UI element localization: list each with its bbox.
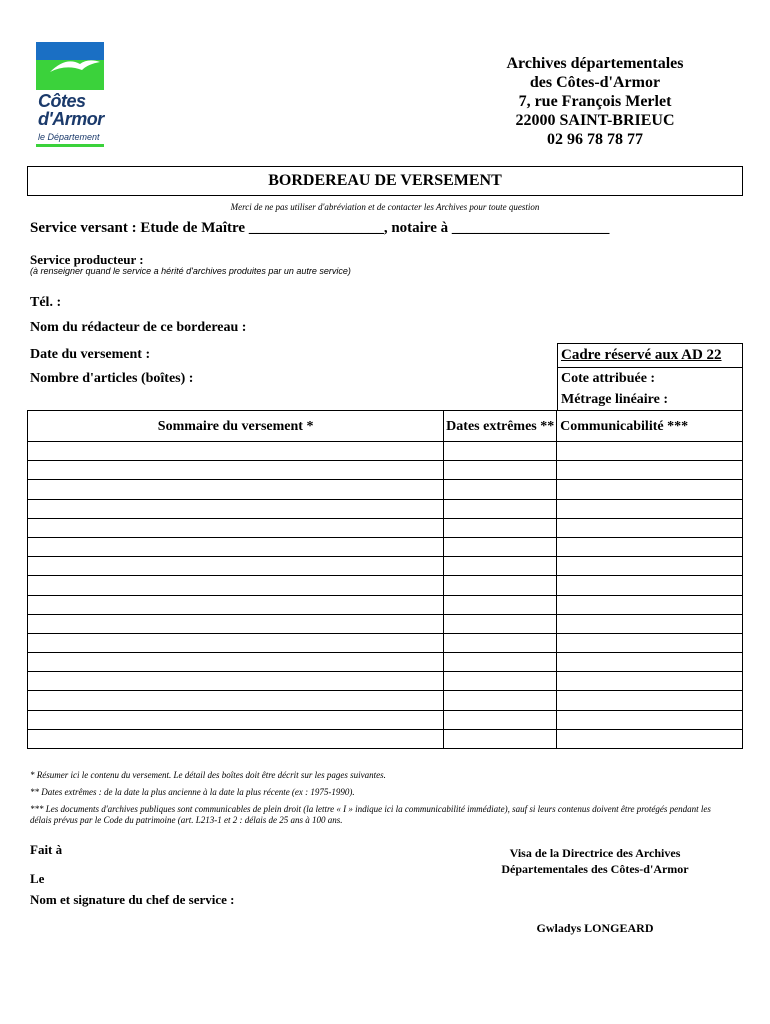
address-line3: 7, rue François Merlet — [518, 93, 672, 110]
form-note: Merci de ne pas utiliser d'abréviation et de contacter les Archives pour toute question — [230, 202, 540, 212]
sommaire-cell[interactable] — [28, 710, 444, 729]
communicabilite-cell[interactable] — [557, 653, 743, 672]
table-body — [28, 442, 743, 749]
archives-address — [470, 54, 720, 149]
column-header-sommaire: Sommaire du versement * — [28, 411, 444, 442]
date-le-field[interactable]: Le — [30, 871, 45, 886]
dates-cell[interactable] — [444, 729, 557, 748]
sommaire-cell[interactable] — [28, 672, 444, 691]
communicabilite-cell[interactable] — [557, 518, 743, 537]
table-row — [28, 480, 743, 499]
dates-cell[interactable] — [444, 499, 557, 518]
table-row — [28, 557, 743, 576]
communicabilite-cell[interactable] — [557, 729, 743, 748]
dates-cell[interactable] — [444, 691, 557, 710]
table-row — [28, 729, 743, 748]
dates-cell[interactable] — [444, 614, 557, 633]
table-header-row — [28, 411, 743, 442]
table-row — [28, 518, 743, 537]
logo-bird-icon — [36, 42, 104, 90]
communicabilite-cell[interactable] — [557, 480, 743, 499]
versement-table — [27, 410, 743, 749]
signataire-name: Gwladys LONGEARD — [536, 921, 654, 935]
address-line1: Archives départementales — [506, 55, 684, 72]
service-producteur-hint: (à renseigner quand le service a hérité d'archives produites par un autre service) — [30, 266, 351, 276]
visa-line1: Visa de la Directrice des Archives — [509, 846, 681, 860]
nb-articles-field[interactable]: Nombre d'articles (boîtes) : — [30, 371, 194, 386]
table-row — [28, 653, 743, 672]
dates-cell[interactable] — [444, 518, 557, 537]
communicabilite-cell[interactable] — [557, 614, 743, 633]
logo-underline — [36, 144, 104, 147]
sommaire-cell[interactable] — [28, 633, 444, 652]
metrage-lineaire-field[interactable]: Métrage linéaire : — [557, 390, 743, 410]
dates-cell[interactable] — [444, 710, 557, 729]
footnote-3: *** Les documents d'archives publiques sont communicables de plein droit (la lettre « I » indique ici la communicabilité immédiate), sauf si leurs contenus doivent être protégés pendant les délais prévus par le Code du patrimoine (art. L213-1 et 2 : délais de 25 ans à 100 ans. — [30, 804, 711, 825]
logo-cotes-d-armor — [36, 42, 106, 150]
dates-cell[interactable] — [444, 480, 557, 499]
sommaire-cell[interactable] — [28, 537, 444, 556]
sommaire-cell[interactable] — [28, 614, 444, 633]
table-row — [28, 576, 743, 595]
fait-a-field[interactable]: Fait à — [30, 842, 63, 857]
sommaire-cell[interactable] — [28, 461, 444, 480]
sommaire-cell[interactable] — [28, 518, 444, 537]
chef-service-signature-field[interactable]: Nom et signature du chef de service : — [30, 892, 235, 907]
logo-name — [38, 92, 104, 128]
footnote-1: * Résumer ici le contenu du versement. Le détail des boîtes doit être décrit sur les pages suivantes. — [30, 770, 386, 780]
table-row — [28, 710, 743, 729]
table-row — [28, 595, 743, 614]
cote-attribuee-field[interactable]: Cote attribuée : — [557, 367, 743, 390]
communicabilite-cell[interactable] — [557, 499, 743, 518]
sommaire-cell[interactable] — [28, 442, 444, 461]
communicabilite-cell[interactable] — [557, 461, 743, 480]
communicabilite-cell[interactable] — [557, 557, 743, 576]
cadre-reserve-heading: Cadre réservé aux AD 22 — [557, 343, 743, 367]
dates-cell[interactable] — [444, 557, 557, 576]
dates-cell[interactable] — [444, 442, 557, 461]
communicabilite-cell[interactable] — [557, 633, 743, 652]
sommaire-cell[interactable] — [28, 691, 444, 710]
table-row — [28, 499, 743, 518]
table-row — [28, 633, 743, 652]
logo-name-line1: Côtes — [38, 91, 86, 111]
address-line4: 22000 SAINT-BRIEUC — [515, 112, 675, 129]
communicabilite-cell[interactable] — [557, 672, 743, 691]
footnote-2: ** Dates extrêmes : de la date la plus ancienne à la date la plus récente (ex : 1975-1990). — [30, 787, 355, 797]
sommaire-cell[interactable] — [28, 576, 444, 595]
address-line2: des Côtes-d'Armor — [529, 74, 661, 91]
table-row — [28, 537, 743, 556]
column-header-communicabilite: Communicabilité *** — [557, 411, 743, 442]
service-producteur-field[interactable]: Service producteur : — [30, 252, 144, 267]
communicabilite-cell[interactable] — [557, 442, 743, 461]
dates-cell[interactable] — [444, 576, 557, 595]
sommaire-cell[interactable] — [28, 595, 444, 614]
communicabilite-cell[interactable] — [557, 576, 743, 595]
dates-cell[interactable] — [444, 633, 557, 652]
table-row — [28, 691, 743, 710]
dates-cell[interactable] — [444, 595, 557, 614]
visa-directrice — [470, 845, 720, 877]
dates-cell[interactable] — [444, 653, 557, 672]
tel-field[interactable]: Tél. : — [30, 295, 62, 310]
sommaire-cell[interactable] — [28, 729, 444, 748]
communicabilite-cell[interactable] — [557, 691, 743, 710]
address-phone: 02 96 78 78 77 — [547, 131, 643, 148]
communicabilite-cell[interactable] — [557, 595, 743, 614]
table-row — [28, 614, 743, 633]
sommaire-cell[interactable] — [28, 499, 444, 518]
sommaire-cell[interactable] — [28, 480, 444, 499]
table-row — [28, 442, 743, 461]
logo-subtitle: le Département — [38, 132, 100, 142]
visa-line2: Départementales des Côtes-d'Armor — [501, 862, 689, 876]
service-versant-field[interactable]: Service versant : Etude de Maître __________________, notaire à _____________________ — [30, 220, 610, 236]
sommaire-cell[interactable] — [28, 557, 444, 576]
communicabilite-cell[interactable] — [557, 710, 743, 729]
dates-cell[interactable] — [444, 461, 557, 480]
table-row — [28, 461, 743, 480]
communicabilite-cell[interactable] — [557, 537, 743, 556]
sommaire-cell[interactable] — [28, 653, 444, 672]
dates-cell[interactable] — [444, 537, 557, 556]
column-header-dates: Dates extrêmes ** — [444, 411, 557, 442]
dates-cell[interactable] — [444, 672, 557, 691]
logo-name-line2: d'Armor — [38, 109, 104, 129]
date-versement-field[interactable]: Date du versement : — [30, 347, 151, 362]
table-row — [28, 672, 743, 691]
redacteur-field[interactable]: Nom du rédacteur de ce bordereau : — [30, 320, 247, 335]
form-title: BORDEREAU DE VERSEMENT — [27, 166, 743, 196]
